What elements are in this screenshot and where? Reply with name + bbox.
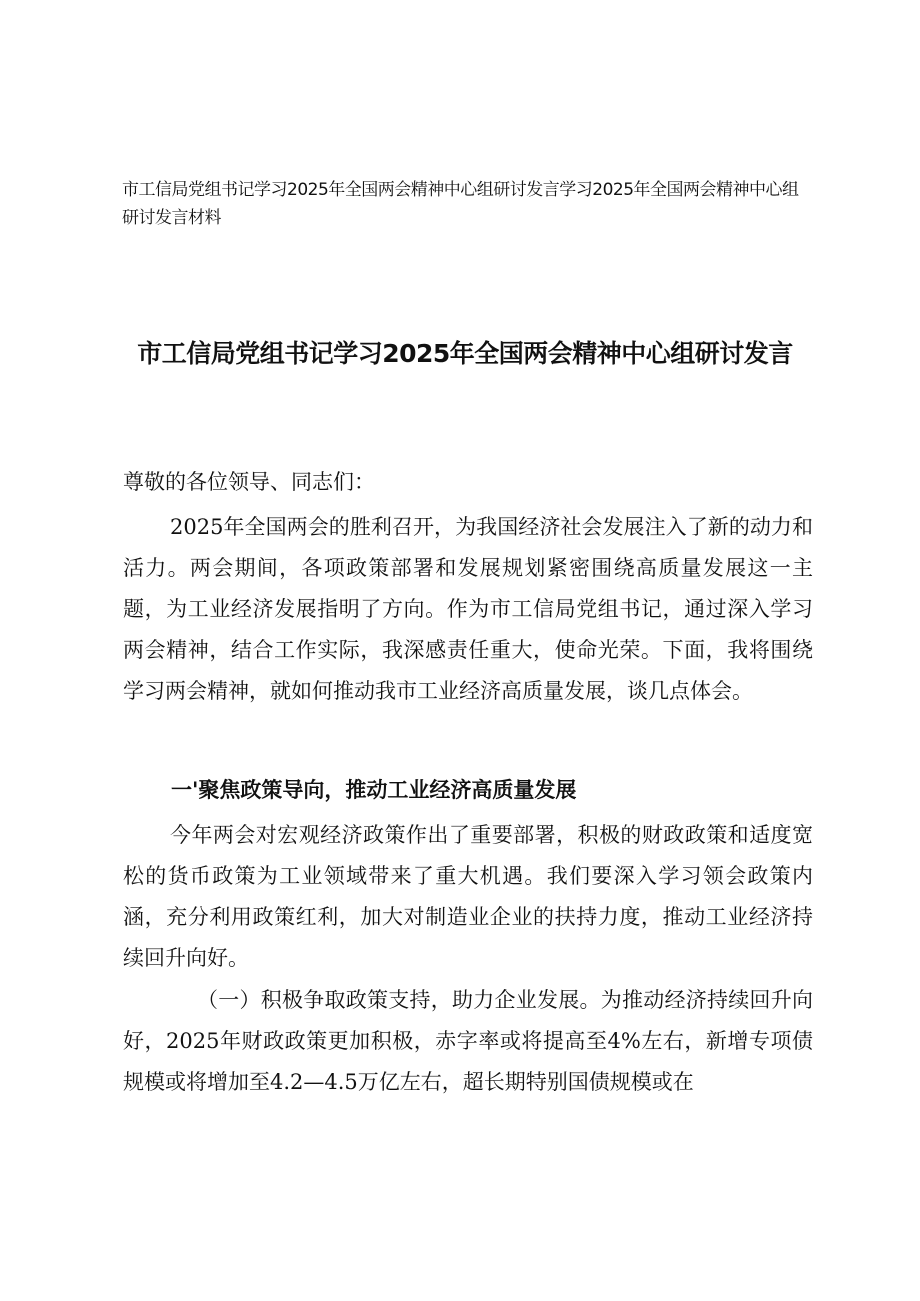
paragraph-subsection: （一）积极争取政策支持，助力企业发展。为推动经济持续回升向好，2025年财政政策更加积极，赤字率或将提高至4%左右，新增专项债规模或将增加至4.2—4.5万亿左右，超长期特别国债规模或在 [123,988,813,1094]
section-heading: 一'聚焦政策导向，推动工业经济高质量发展 [171,778,577,802]
paragraph-policy: 今年两会对宏观经济政策作出了重要部署，积极的财政政策和适度宽松的货币政策为工业领域带来了重大机遇。我们要深入学习领会政策内涵，充分利用政策红利，加大对制造业企业的扶持力度，推动工业经济持续回升向好。 [123,823,813,970]
paragraph-intro: 2025年全国两会的胜利召开，为我国经济社会发展注入了新的动力和活力。两会期间，各项政策部署和发展规划紧密围绕高质量发展这一主题，为工业经济发展指明了方向。作为市工信局党组书记，通过深入学习两会精神，结合工作实际，我深感责任重大，使命光荣。下面，我将围绕学习两会精神，就如何推动我市工业经济高质量发展，谈几点体会。 [123,515,813,703]
greeting: 尊敬的各位领导、同志们： [123,470,375,494]
header-title: 市工信局党组书记学习2025年全国两会精神中心组研讨发言学习2025年全国两会精神中心组研讨发言材料 [122,180,799,228]
page-title: 市工信局党组书记学习2025年全国两会精神中心组研讨发言 [137,339,793,368]
